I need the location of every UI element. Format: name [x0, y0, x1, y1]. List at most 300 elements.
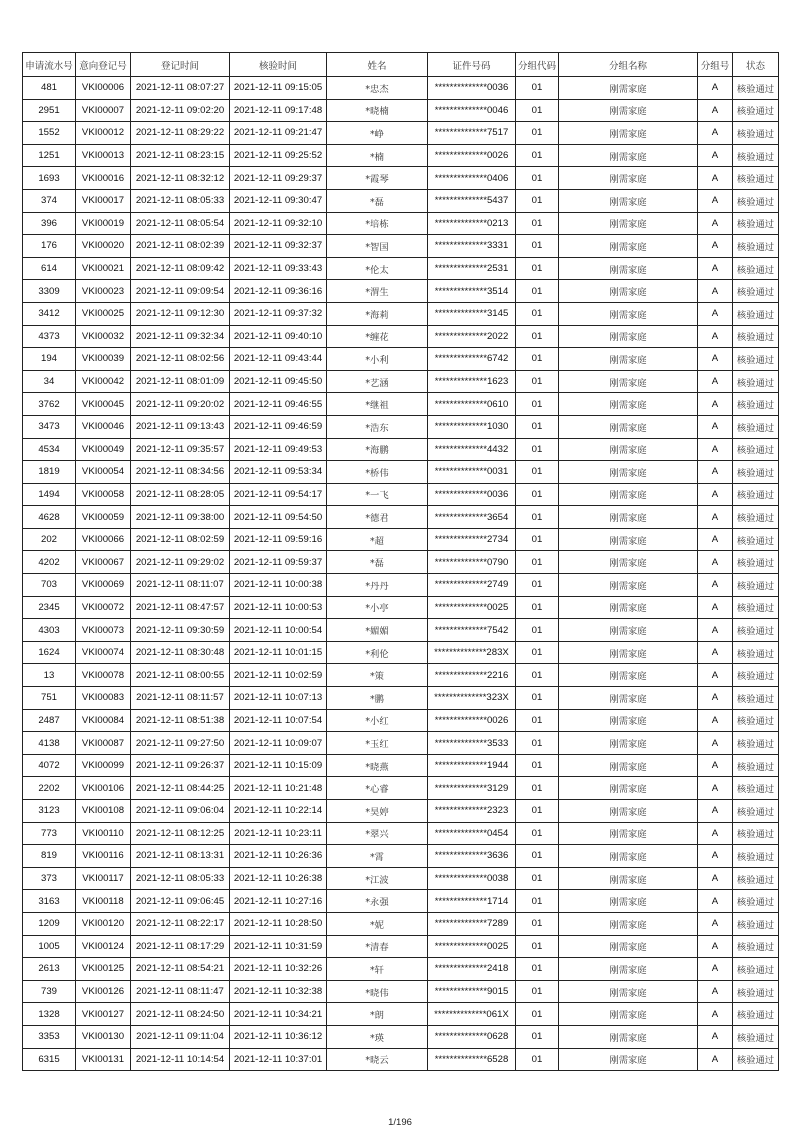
- cell-verify-time: 2021-12-11 10:00:54: [230, 619, 327, 642]
- cell-verify-time: 2021-12-11 10:36:12: [230, 1025, 327, 1048]
- cell-status: 核验通过: [733, 732, 779, 755]
- cell-group-code: 01: [516, 687, 559, 710]
- cell-intent-reg-no: VKI00007: [76, 99, 131, 122]
- cell-intent-reg-no: VKI00072: [76, 596, 131, 619]
- table-row: [23, 664, 779, 687]
- cell-reg-time: 2021-12-11 09:20:02: [131, 393, 230, 416]
- cell-reg-time: 2021-12-11 09:09:54: [131, 280, 230, 303]
- cell-serial-no: 2951: [23, 99, 76, 122]
- cell-verify-time: 2021-12-11 10:22:14: [230, 800, 327, 823]
- cell-group-code: 01: [516, 122, 559, 145]
- cell-group-no: A: [698, 709, 733, 732]
- cell-group-name: 刚需家庭: [559, 415, 698, 438]
- cell-serial-no: 4373: [23, 325, 76, 348]
- cell-group-name: 刚需家庭: [559, 980, 698, 1003]
- cell-id-number: **************7542: [428, 619, 516, 642]
- cell-group-no: A: [698, 777, 733, 800]
- cell-name: *霄: [327, 845, 428, 868]
- cell-serial-no: 3123: [23, 800, 76, 823]
- cell-reg-time: 2021-12-11 09:30:59: [131, 619, 230, 642]
- cell-group-code: 01: [516, 732, 559, 755]
- cell-group-code: 01: [516, 393, 559, 416]
- verification-table: [22, 52, 779, 1071]
- cell-status: 核验通过: [733, 777, 779, 800]
- cell-name: *朗: [327, 1003, 428, 1026]
- cell-verify-time: 2021-12-11 09:29:37: [230, 167, 327, 190]
- cell-name: *培栋: [327, 212, 428, 235]
- cell-group-code: 01: [516, 212, 559, 235]
- cell-name: *利伦: [327, 641, 428, 664]
- cell-reg-time: 2021-12-11 09:38:00: [131, 506, 230, 529]
- cell-group-name: 刚需家庭: [559, 235, 698, 258]
- cell-group-name: 刚需家庭: [559, 393, 698, 416]
- cell-group-name: 刚需家庭: [559, 574, 698, 597]
- table-row: [23, 348, 779, 371]
- cell-serial-no: 4138: [23, 732, 76, 755]
- cell-name: *心睿: [327, 777, 428, 800]
- table-row: [23, 167, 779, 190]
- cell-serial-no: 773: [23, 822, 76, 845]
- cell-reg-time: 2021-12-11 08:02:56: [131, 348, 230, 371]
- cell-group-name: 刚需家庭: [559, 754, 698, 777]
- cell-id-number: **************323X: [428, 687, 516, 710]
- cell-group-no: A: [698, 845, 733, 868]
- table-row: [23, 822, 779, 845]
- cell-reg-time: 2021-12-11 08:34:56: [131, 461, 230, 484]
- table-row: [23, 551, 779, 574]
- cell-intent-reg-no: VKI00118: [76, 890, 131, 913]
- table-row: [23, 438, 779, 461]
- cell-group-code: 01: [516, 958, 559, 981]
- cell-serial-no: 481: [23, 77, 76, 100]
- cell-group-code: 01: [516, 528, 559, 551]
- cell-group-name: 刚需家庭: [559, 257, 698, 280]
- cell-intent-reg-no: VKI00019: [76, 212, 131, 235]
- cell-group-no: A: [698, 1003, 733, 1026]
- cell-verify-time: 2021-12-11 10:27:16: [230, 890, 327, 913]
- cell-intent-reg-no: VKI00046: [76, 415, 131, 438]
- table-row: [23, 257, 779, 280]
- cell-verify-time: 2021-12-11 10:15:09: [230, 754, 327, 777]
- cell-group-no: A: [698, 754, 733, 777]
- cell-group-no: A: [698, 348, 733, 371]
- cell-name: *霞琴: [327, 167, 428, 190]
- cell-name: *小亭: [327, 596, 428, 619]
- cell-verify-time: 2021-12-11 10:21:48: [230, 777, 327, 800]
- table-row: [23, 370, 779, 393]
- cell-group-no: A: [698, 235, 733, 258]
- table-row: [23, 935, 779, 958]
- cell-serial-no: 1693: [23, 167, 76, 190]
- cell-status: 核验通过: [733, 980, 779, 1003]
- cell-intent-reg-no: VKI00045: [76, 393, 131, 416]
- cell-verify-time: 2021-12-11 09:45:50: [230, 370, 327, 393]
- cell-status: 核验通过: [733, 415, 779, 438]
- cell-reg-time: 2021-12-11 08:47:57: [131, 596, 230, 619]
- cell-group-no: A: [698, 302, 733, 325]
- cell-reg-time: 2021-12-11 08:29:22: [131, 122, 230, 145]
- cell-reg-time: 2021-12-11 08:02:59: [131, 528, 230, 551]
- cell-group-code: 01: [516, 867, 559, 890]
- cell-group-name: 刚需家庭: [559, 1003, 698, 1026]
- cell-name: *玉红: [327, 732, 428, 755]
- cell-group-code: 01: [516, 709, 559, 732]
- cell-status: 核验通过: [733, 325, 779, 348]
- cell-verify-time: 2021-12-11 09:21:47: [230, 122, 327, 145]
- cell-verify-time: 2021-12-11 10:34:21: [230, 1003, 327, 1026]
- cell-group-no: A: [698, 732, 733, 755]
- cell-group-code: 01: [516, 189, 559, 212]
- cell-name: *晓伟: [327, 980, 428, 1003]
- cell-group-no: A: [698, 551, 733, 574]
- table-row: [23, 980, 779, 1003]
- cell-intent-reg-no: VKI00039: [76, 348, 131, 371]
- cell-verify-time: 2021-12-11 09:32:37: [230, 235, 327, 258]
- cell-group-name: 刚需家庭: [559, 1025, 698, 1048]
- cell-status: 核验通过: [733, 1048, 779, 1071]
- cell-name: *瑛: [327, 1025, 428, 1048]
- cell-serial-no: 3353: [23, 1025, 76, 1048]
- cell-name: *渭生: [327, 280, 428, 303]
- cell-name: *忠杰: [327, 77, 428, 100]
- cell-group-name: 刚需家庭: [559, 664, 698, 687]
- cell-id-number: **************0628: [428, 1025, 516, 1048]
- cell-name: *峥: [327, 122, 428, 145]
- cell-id-number: **************0036: [428, 483, 516, 506]
- cell-verify-time: 2021-12-11 09:33:43: [230, 257, 327, 280]
- header-group-no: 分组号: [698, 53, 733, 77]
- cell-status: 核验通过: [733, 393, 779, 416]
- cell-verify-time: 2021-12-11 09:43:44: [230, 348, 327, 371]
- cell-reg-time: 2021-12-11 09:35:57: [131, 438, 230, 461]
- cell-serial-no: 1251: [23, 144, 76, 167]
- cell-group-no: A: [698, 800, 733, 823]
- cell-group-code: 01: [516, 777, 559, 800]
- cell-status: 核验通过: [733, 1025, 779, 1048]
- cell-reg-time: 2021-12-11 08:07:27: [131, 77, 230, 100]
- cell-reg-time: 2021-12-11 09:11:04: [131, 1025, 230, 1048]
- cell-intent-reg-no: VKI00126: [76, 980, 131, 1003]
- table-row: [23, 1025, 779, 1048]
- cell-reg-time: 2021-12-11 08:00:55: [131, 664, 230, 687]
- cell-group-no: A: [698, 1048, 733, 1071]
- cell-verify-time: 2021-12-11 10:07:54: [230, 709, 327, 732]
- cell-serial-no: 703: [23, 574, 76, 597]
- cell-status: 核验通过: [733, 709, 779, 732]
- cell-serial-no: 374: [23, 189, 76, 212]
- cell-reg-time: 2021-12-11 08:11:47: [131, 980, 230, 1003]
- cell-reg-time: 2021-12-11 08:01:09: [131, 370, 230, 393]
- cell-serial-no: 2487: [23, 709, 76, 732]
- cell-id-number: **************0026: [428, 144, 516, 167]
- cell-group-name: 刚需家庭: [559, 800, 698, 823]
- cell-verify-time: 2021-12-11 10:01:15: [230, 641, 327, 664]
- cell-name: *清春: [327, 935, 428, 958]
- cell-serial-no: 4303: [23, 619, 76, 642]
- cell-intent-reg-no: VKI00116: [76, 845, 131, 868]
- cell-intent-reg-no: VKI00013: [76, 144, 131, 167]
- cell-intent-reg-no: VKI00066: [76, 528, 131, 551]
- cell-status: 核验通过: [733, 1003, 779, 1026]
- cell-group-name: 刚需家庭: [559, 77, 698, 100]
- cell-group-code: 01: [516, 1048, 559, 1071]
- cell-id-number: **************0025: [428, 596, 516, 619]
- cell-group-no: A: [698, 1025, 733, 1048]
- cell-group-code: 01: [516, 845, 559, 868]
- cell-serial-no: 373: [23, 867, 76, 890]
- cell-status: 核验通过: [733, 461, 779, 484]
- cell-verify-time: 2021-12-11 09:59:37: [230, 551, 327, 574]
- cell-name: *一飞: [327, 483, 428, 506]
- cell-name: *楠: [327, 144, 428, 167]
- cell-id-number: **************0213: [428, 212, 516, 235]
- cell-intent-reg-no: VKI00016: [76, 167, 131, 190]
- cell-serial-no: 2613: [23, 958, 76, 981]
- header-id-number: 证件号码: [428, 53, 516, 77]
- cell-id-number: **************3636: [428, 845, 516, 868]
- header-name: 姓名: [327, 53, 428, 77]
- cell-group-name: 刚需家庭: [559, 1048, 698, 1071]
- cell-group-code: 01: [516, 980, 559, 1003]
- cell-group-no: A: [698, 687, 733, 710]
- cell-id-number: **************061X: [428, 1003, 516, 1026]
- header-reg-time: 登记时间: [131, 53, 230, 77]
- cell-group-name: 刚需家庭: [559, 777, 698, 800]
- cell-reg-time: 2021-12-11 09:29:02: [131, 551, 230, 574]
- cell-name: *智国: [327, 235, 428, 258]
- cell-group-name: 刚需家庭: [559, 867, 698, 890]
- cell-name: *磊: [327, 189, 428, 212]
- cell-group-no: A: [698, 461, 733, 484]
- cell-status: 核验通过: [733, 370, 779, 393]
- cell-name: *德君: [327, 506, 428, 529]
- cell-id-number: **************0046: [428, 99, 516, 122]
- cell-verify-time: 2021-12-11 09:32:10: [230, 212, 327, 235]
- cell-name: *丹丹: [327, 574, 428, 597]
- cell-name: *磊: [327, 551, 428, 574]
- cell-reg-time: 2021-12-11 10:14:54: [131, 1048, 230, 1071]
- cell-status: 核验通过: [733, 167, 779, 190]
- header-group-code: 分组代码: [516, 53, 559, 77]
- cell-intent-reg-no: VKI00059: [76, 506, 131, 529]
- table-row: [23, 800, 779, 823]
- cell-verify-time: 2021-12-11 09:53:34: [230, 461, 327, 484]
- cell-group-no: A: [698, 280, 733, 303]
- cell-serial-no: 4202: [23, 551, 76, 574]
- cell-group-name: 刚需家庭: [559, 483, 698, 506]
- cell-reg-time: 2021-12-11 08:54:21: [131, 958, 230, 981]
- cell-intent-reg-no: VKI00049: [76, 438, 131, 461]
- table-row: [23, 732, 779, 755]
- cell-name: *小红: [327, 709, 428, 732]
- table-row: [23, 325, 779, 348]
- cell-status: 核验通过: [733, 122, 779, 145]
- cell-group-name: 刚需家庭: [559, 212, 698, 235]
- cell-intent-reg-no: VKI00087: [76, 732, 131, 755]
- cell-reg-time: 2021-12-11 08:11:57: [131, 687, 230, 710]
- cell-group-name: 刚需家庭: [559, 732, 698, 755]
- cell-name: *晓云: [327, 1048, 428, 1071]
- cell-group-no: A: [698, 935, 733, 958]
- cell-id-number: **************1944: [428, 754, 516, 777]
- cell-group-code: 01: [516, 800, 559, 823]
- cell-group-code: 01: [516, 890, 559, 913]
- cell-verify-time: 2021-12-11 10:23:11: [230, 822, 327, 845]
- cell-verify-time: 2021-12-11 10:09:07: [230, 732, 327, 755]
- cell-group-no: A: [698, 958, 733, 981]
- cell-group-code: 01: [516, 370, 559, 393]
- cell-group-code: 01: [516, 348, 559, 371]
- cell-id-number: **************2531: [428, 257, 516, 280]
- cell-group-code: 01: [516, 754, 559, 777]
- cell-group-no: A: [698, 980, 733, 1003]
- cell-reg-time: 2021-12-11 08:09:42: [131, 257, 230, 280]
- cell-status: 核验通过: [733, 641, 779, 664]
- cell-id-number: **************2418: [428, 958, 516, 981]
- table-row: [23, 709, 779, 732]
- cell-status: 核验通过: [733, 144, 779, 167]
- table-row: [23, 122, 779, 145]
- cell-intent-reg-no: VKI00106: [76, 777, 131, 800]
- table-row: [23, 461, 779, 484]
- cell-status: 核验通过: [733, 280, 779, 303]
- cell-group-code: 01: [516, 551, 559, 574]
- cell-status: 核验通过: [733, 596, 779, 619]
- table-row: [23, 890, 779, 913]
- cell-verify-time: 2021-12-11 10:00:53: [230, 596, 327, 619]
- table-row: [23, 845, 779, 868]
- cell-group-code: 01: [516, 257, 559, 280]
- cell-id-number: **************4432: [428, 438, 516, 461]
- cell-group-no: A: [698, 99, 733, 122]
- cell-name: *永强: [327, 890, 428, 913]
- cell-status: 核验通过: [733, 99, 779, 122]
- cell-name: *海鹏: [327, 438, 428, 461]
- cell-id-number: **************6528: [428, 1048, 516, 1071]
- cell-status: 核验通过: [733, 506, 779, 529]
- cell-group-code: 01: [516, 438, 559, 461]
- cell-group-no: A: [698, 912, 733, 935]
- cell-reg-time: 2021-12-11 08:13:31: [131, 845, 230, 868]
- cell-group-no: A: [698, 415, 733, 438]
- cell-serial-no: 3412: [23, 302, 76, 325]
- cell-status: 核验通过: [733, 619, 779, 642]
- cell-group-name: 刚需家庭: [559, 99, 698, 122]
- table-row: [23, 302, 779, 325]
- cell-group-no: A: [698, 189, 733, 212]
- table-row: [23, 777, 779, 800]
- cell-id-number: **************1714: [428, 890, 516, 913]
- cell-intent-reg-no: VKI00023: [76, 280, 131, 303]
- cell-group-no: A: [698, 619, 733, 642]
- cell-reg-time: 2021-12-11 08:24:50: [131, 1003, 230, 1026]
- cell-group-code: 01: [516, 77, 559, 100]
- cell-name: *策: [327, 664, 428, 687]
- cell-group-name: 刚需家庭: [559, 958, 698, 981]
- cell-verify-time: 2021-12-11 10:32:38: [230, 980, 327, 1003]
- table-row: [23, 1003, 779, 1026]
- cell-status: 核验通过: [733, 189, 779, 212]
- table-row: [23, 687, 779, 710]
- cell-group-name: 刚需家庭: [559, 189, 698, 212]
- cell-id-number: **************0036: [428, 77, 516, 100]
- header-status: 状态: [733, 53, 779, 77]
- cell-serial-no: 202: [23, 528, 76, 551]
- cell-id-number: **************2323: [428, 800, 516, 823]
- cell-intent-reg-no: VKI00108: [76, 800, 131, 823]
- cell-verify-time: 2021-12-11 09:40:10: [230, 325, 327, 348]
- cell-intent-reg-no: VKI00083: [76, 687, 131, 710]
- cell-reg-time: 2021-12-11 09:26:37: [131, 754, 230, 777]
- table-row: [23, 528, 779, 551]
- cell-serial-no: 13: [23, 664, 76, 687]
- cell-reg-time: 2021-12-11 09:12:30: [131, 302, 230, 325]
- cell-id-number: **************0026: [428, 709, 516, 732]
- cell-serial-no: 2345: [23, 596, 76, 619]
- cell-group-code: 01: [516, 302, 559, 325]
- cell-group-no: A: [698, 867, 733, 890]
- cell-id-number: **************3533: [428, 732, 516, 755]
- cell-serial-no: 3762: [23, 393, 76, 416]
- header-group-name: 分组名称: [559, 53, 698, 77]
- cell-intent-reg-no: VKI00012: [76, 122, 131, 145]
- cell-group-code: 01: [516, 167, 559, 190]
- cell-serial-no: 1005: [23, 935, 76, 958]
- cell-group-no: A: [698, 393, 733, 416]
- cell-verify-time: 2021-12-11 09:30:47: [230, 189, 327, 212]
- cell-reg-time: 2021-12-11 09:06:45: [131, 890, 230, 913]
- cell-group-no: A: [698, 167, 733, 190]
- cell-group-code: 01: [516, 822, 559, 845]
- cell-group-code: 01: [516, 1025, 559, 1048]
- cell-status: 核验通过: [733, 235, 779, 258]
- cell-group-code: 01: [516, 912, 559, 935]
- cell-intent-reg-no: VKI00021: [76, 257, 131, 280]
- cell-intent-reg-no: VKI00006: [76, 77, 131, 100]
- cell-status: 核验通过: [733, 348, 779, 371]
- cell-intent-reg-no: VKI00069: [76, 574, 131, 597]
- cell-verify-time: 2021-12-11 09:15:05: [230, 77, 327, 100]
- cell-id-number: **************0038: [428, 867, 516, 890]
- cell-intent-reg-no: VKI00078: [76, 664, 131, 687]
- cell-name: *桥伟: [327, 461, 428, 484]
- cell-intent-reg-no: VKI00017: [76, 189, 131, 212]
- cell-name: *江波: [327, 867, 428, 890]
- cell-name: *伦太: [327, 257, 428, 280]
- cell-group-name: 刚需家庭: [559, 822, 698, 845]
- cell-id-number: **************2022: [428, 325, 516, 348]
- cell-group-name: 刚需家庭: [559, 641, 698, 664]
- cell-group-no: A: [698, 890, 733, 913]
- cell-group-name: 刚需家庭: [559, 551, 698, 574]
- cell-reg-time: 2021-12-11 08:32:12: [131, 167, 230, 190]
- table-row: [23, 641, 779, 664]
- cell-group-code: 01: [516, 325, 559, 348]
- cell-verify-time: 2021-12-11 09:59:16: [230, 528, 327, 551]
- cell-verify-time: 2021-12-11 09:46:59: [230, 415, 327, 438]
- table-row: [23, 189, 779, 212]
- cell-verify-time: 2021-12-11 09:25:52: [230, 144, 327, 167]
- cell-group-name: 刚需家庭: [559, 912, 698, 935]
- cell-intent-reg-no: VKI00099: [76, 754, 131, 777]
- cell-group-no: A: [698, 370, 733, 393]
- cell-intent-reg-no: VKI00120: [76, 912, 131, 935]
- cell-group-name: 刚需家庭: [559, 348, 698, 371]
- cell-status: 核验通过: [733, 574, 779, 597]
- cell-reg-time: 2021-12-11 08:28:05: [131, 483, 230, 506]
- table-row: [23, 912, 779, 935]
- cell-verify-time: 2021-12-11 09:54:50: [230, 506, 327, 529]
